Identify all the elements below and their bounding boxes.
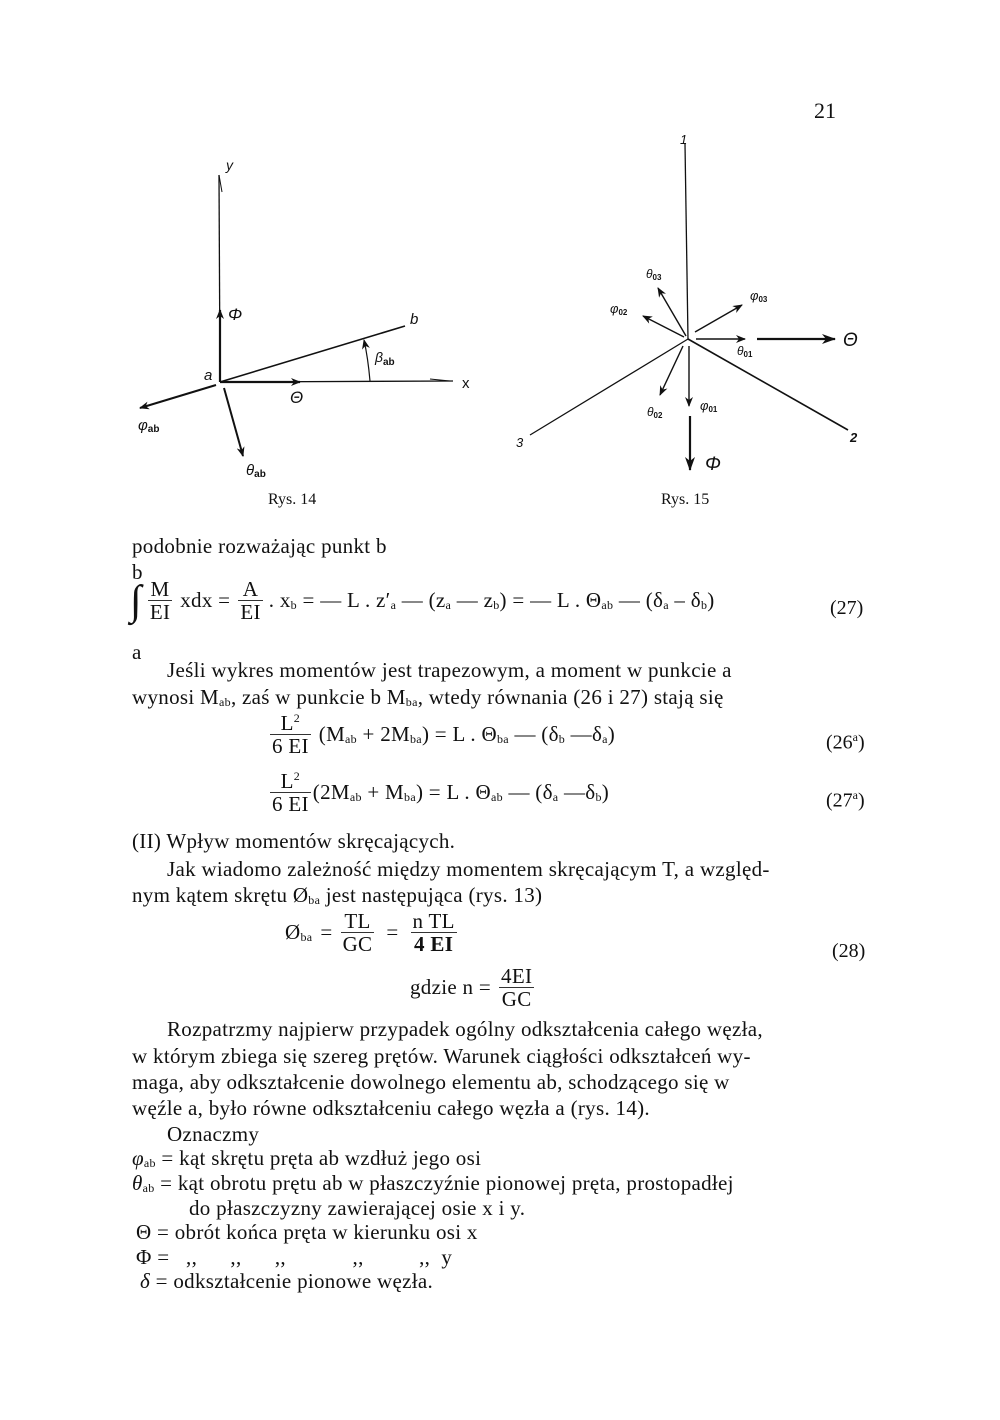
intro-line: podobnie rozważając punkt b	[132, 534, 387, 558]
integral-lower-limit: a	[132, 640, 142, 664]
label-a: a	[204, 367, 213, 384]
label-phi: Φ	[228, 305, 243, 324]
beta-arc	[364, 340, 370, 381]
figure-rys-15	[500, 130, 900, 520]
paragraph-3-line-2: w którym zbiega się szereg prętów. Warunek ciągłości odkształceń wy-	[132, 1044, 751, 1068]
paragraph-2-line-2: nym kątem skrętu $Ø_{ba}$ jest następująca (rys. 13)	[132, 883, 543, 907]
label-b: b	[410, 311, 419, 328]
label-phi01: φ01	[700, 398, 718, 414]
label-theta03: θ03	[646, 267, 662, 282]
member-2	[688, 339, 848, 430]
equation-28-where: gdzie n = $\frac{4EI}{GC}$	[410, 964, 533, 1012]
label-phi02: φ02	[610, 301, 628, 317]
label-x: x	[462, 375, 470, 392]
definition-theta-ab: $\theta_{ab}$ = kąt obrotu prętu ab w płaszczyźnie pionowej pręta, prostopadłej	[132, 1171, 734, 1195]
figure-rys-14	[100, 130, 500, 520]
eq27-rhs: . $x_b$ = — L . $z'_a$ — ($z_a$ — $z_b$) = — L . $\Theta_{ab}$ — $(\delta_a - \delta_b)$	[268, 588, 715, 613]
equation-27: ∫ $\frac{M}{EI}$ xdx = $\frac{A}{EI}$ . $x_b$ = — L . $z'_a$ — ($z_a$ — $z_b$) = — L . $\Theta_{ab}$ — $(\delta_a - \delta_b)$	[130, 577, 715, 625]
caption-rys-15: Rys. 15	[661, 491, 710, 508]
phi02-arrow	[643, 316, 684, 337]
integral-upper-limit: b	[132, 560, 143, 584]
phi-ab-arrow	[140, 385, 216, 408]
label-phi-ab: φab	[138, 417, 160, 435]
equation-number-27a: (27$^a$)	[826, 788, 865, 812]
equation-28: $Ø_{ba}$ = $\frac{TL}{GC}$ = $\frac{\text{n TL}}{4 EI}$	[285, 909, 455, 957]
label-theta: Θ	[290, 388, 304, 407]
section-heading-ii: (II) Wpływ momentów skręcających.	[132, 829, 456, 853]
label-1: 1	[680, 132, 688, 147]
label-theta02: θ02	[647, 405, 663, 420]
paragraph-3-line-3: maga, aby odkształcenie dowolnego elementu ab, schodzącego się w	[132, 1070, 730, 1094]
paragraph-2-line-1: Jak wiadomo zależność między momentem skręcającym T, a względ-	[167, 857, 770, 881]
paragraph-1-line-1: Jeśli wykres momentów jest trapezowym, a moment w punkcie a	[167, 658, 732, 682]
paragraph-3-line-4: węźle a, było równe odkształceniu całego węzła a (rys. 14).	[132, 1096, 650, 1120]
label-beta: $\beta_{ab}$	[375, 349, 395, 368]
equation-27a: $\frac{L^2}{6 EI}$ $(2M_{ab} + M_{ba}) = L$ . $\Theta_{ab}$ — ($\delta_a$ $—\delta_b$)	[272, 769, 610, 817]
definition-phi-ab: $\varphi_{ab}$ = kąt skrętu pręta ab wzdłuż jego osi	[132, 1146, 482, 1170]
paragraph-3-line-1: Rozpatrzmy najpierw przypadek ogólny odkształcenia całego węzła,	[167, 1017, 763, 1041]
theta-ab-arrow	[224, 388, 243, 456]
label-Phi: Φ	[705, 454, 721, 475]
page-number: 21	[814, 98, 836, 123]
label-phi03: φ03	[750, 288, 768, 304]
definition-phi: Φ = ,, ,, ,, ,, ,, y	[136, 1245, 453, 1269]
equation-26a: $\frac{L^2}{6 EI}$ $(M_{ab} + 2M_{ba}) = L$ . $\Theta_{ba}$ — ($\delta_b$ $—\delta_a$)	[272, 711, 616, 759]
caption-rys-14: Rys. 14	[268, 491, 317, 508]
label-Theta: Θ	[843, 330, 858, 351]
definition-delta: δ = odkształcenie pionowe węzła.	[140, 1269, 434, 1293]
definition-theta: Θ = obrót końca pręta w kierunku osi x	[136, 1220, 478, 1244]
paragraph-1-line-2: wynosi $M_{ab}$, zaś w punkcie b $M_{ba}$, wtedy równania (26 i 27) stają się	[132, 685, 724, 709]
phi03-arrow	[695, 305, 742, 332]
equation-number-27: (27)	[830, 597, 864, 619]
integral-sign: ∫	[130, 577, 142, 624]
label-2: 2	[850, 430, 858, 445]
theta03-arrow	[658, 288, 686, 336]
equation-number-26a: (26$^a$)	[826, 730, 865, 754]
definition-theta-ab-cont: do płaszczyzny zawierającej osie x i y.	[189, 1196, 526, 1220]
fraction-m-ei: $\frac{M}{EI}$	[149, 577, 171, 625]
label-y: y	[226, 157, 233, 173]
label-theta-ab: θab	[246, 462, 266, 480]
equation-number-28: (28)	[832, 940, 866, 962]
fraction-a-ei: $\frac{A}{EI}$	[240, 577, 261, 625]
member-1	[685, 144, 688, 339]
oznaczmy-line: Oznaczmy	[167, 1122, 260, 1146]
label-theta01: θ01	[737, 344, 753, 359]
label-3: 3	[516, 435, 524, 450]
